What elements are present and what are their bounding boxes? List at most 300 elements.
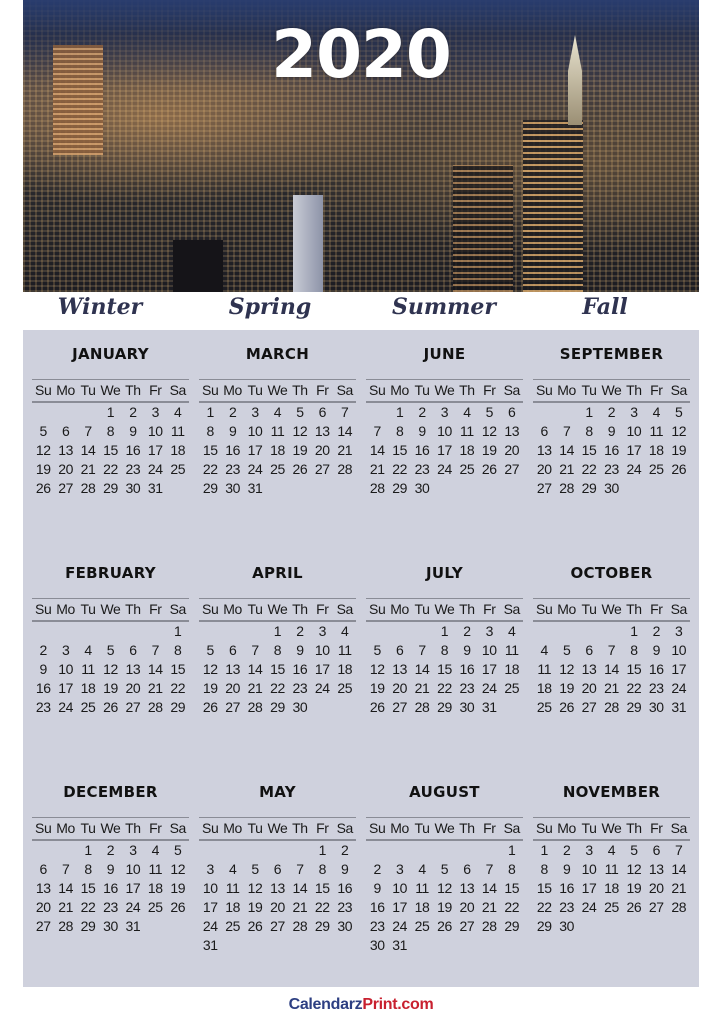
day-cell: 29 (270, 699, 285, 715)
empty-day-cell (266, 479, 288, 498)
day-cell: 4 (652, 404, 661, 420)
building-shape (453, 165, 513, 292)
day-cell: 21 (481, 899, 497, 915)
day-cell: 17 (58, 680, 74, 696)
day-cell: 11 (81, 661, 95, 677)
week-row (533, 679, 690, 698)
week-row (32, 622, 189, 641)
empty-day-cell (289, 936, 311, 955)
day-cell: 28 (247, 699, 263, 715)
day-cell: 20 (225, 680, 241, 696)
day-cell: 31 (392, 937, 408, 953)
day-cell: 1 (174, 623, 182, 639)
day-cell: 14 (671, 861, 687, 877)
day-cell: 2 (562, 842, 571, 858)
month-april (199, 561, 356, 717)
day-cell: 25 (604, 899, 619, 915)
day-cell: 3 (251, 404, 259, 420)
day-cell: 3 (395, 861, 404, 877)
weekday-label: Fr (650, 382, 663, 398)
week-row (199, 679, 356, 698)
week-row (32, 841, 189, 860)
empty-day-cell (167, 917, 189, 936)
day-cell: 8 (273, 642, 282, 658)
day-cell: 10 (58, 661, 74, 677)
day-cell: 29 (103, 480, 118, 496)
day-cell: 16 (337, 880, 353, 896)
week-row (366, 403, 523, 422)
day-cell: 4 (151, 842, 160, 858)
day-cell: 23 (559, 899, 575, 915)
day-cell: 21 (337, 442, 353, 458)
day-cell: 8 (540, 861, 548, 877)
day-cell: 23 (103, 899, 118, 915)
day-cell: 12 (103, 661, 118, 677)
brand-part-1: Calendarz (288, 996, 363, 1013)
day-cell: 5 (39, 423, 47, 439)
week-row (199, 460, 356, 479)
weekday-label: We (434, 601, 455, 617)
day-cell: 19 (437, 899, 452, 915)
weekday-label: Sa (336, 382, 353, 398)
day-cell: 6 (540, 423, 548, 439)
day-cell: 11 (415, 880, 429, 896)
day-cell: 17 (202, 899, 218, 915)
day-cell: 30 (604, 480, 619, 496)
weekday-label: Su (202, 601, 219, 617)
day-cell: 11 (649, 423, 664, 439)
day-cell: 2 (341, 842, 349, 858)
day-cell: 14 (369, 442, 385, 458)
day-cell: 24 (125, 899, 141, 915)
weekday-label: Th (626, 601, 642, 617)
empty-day-cell (221, 936, 243, 955)
week-row (366, 679, 523, 698)
month-title: SEPTEMBER (559, 345, 664, 363)
day-cell: 2 (607, 404, 616, 420)
day-cell: 19 (481, 442, 497, 458)
weekday-label: Mo (56, 820, 75, 836)
day-cell: 27 (314, 461, 330, 477)
day-cell: 26 (35, 480, 51, 496)
month-august (366, 780, 523, 955)
day-cell: 25 (648, 461, 664, 477)
empty-day-cell (533, 403, 555, 422)
empty-day-cell (411, 841, 433, 860)
week-row (533, 660, 690, 679)
day-cell: 17 (626, 442, 642, 458)
weekday-label: Th (626, 820, 642, 836)
day-cell: 7 (607, 642, 616, 658)
month-title: AUGUST (409, 783, 480, 801)
empty-day-cell (54, 841, 76, 860)
day-cell: 1 (84, 842, 92, 858)
day-cell: 12 (671, 423, 687, 439)
empty-day-cell (334, 479, 356, 498)
empty-day-cell (77, 403, 99, 422)
day-cell: 26 (292, 461, 308, 477)
weekday-label: Mo (557, 820, 576, 836)
week-row (533, 860, 690, 879)
empty-day-cell (578, 622, 600, 641)
day-cell: 14 (80, 442, 96, 458)
day-cell: 4 (341, 623, 349, 639)
day-cell: 10 (247, 423, 263, 439)
month-june (366, 342, 523, 498)
day-cell: 29 (626, 699, 642, 715)
day-cell: 15 (103, 442, 118, 458)
day-cell: 31 (481, 699, 497, 715)
day-cell: 29 (80, 918, 96, 934)
day-cell: 3 (61, 642, 70, 658)
day-cell: 16 (292, 661, 308, 677)
day-cell: 25 (270, 461, 285, 477)
day-cell: 8 (174, 642, 182, 658)
weekday-label: Th (626, 382, 642, 398)
day-cell: 21 (559, 461, 575, 477)
day-cell: 13 (225, 661, 241, 677)
week-row (366, 441, 523, 460)
day-cell: 9 (562, 861, 571, 877)
weekday-label: Th (292, 601, 308, 617)
day-cell: 15 (504, 880, 520, 896)
weekday-label: Sa (503, 382, 520, 398)
day-cell: 19 (559, 680, 575, 696)
day-cell: 3 (585, 842, 593, 858)
day-cell: 15 (437, 661, 452, 677)
weekday-label: Sa (670, 820, 687, 836)
weekday-label: Th (125, 820, 141, 836)
week-row (199, 936, 356, 955)
empty-day-cell (334, 698, 356, 717)
building-shape (523, 120, 583, 292)
day-cell: 10 (202, 880, 218, 896)
day-cell: 5 (440, 861, 449, 877)
empty-day-cell (478, 936, 500, 955)
day-cell: 28 (147, 699, 163, 715)
day-cell: 21 (80, 461, 96, 477)
day-cell: 28 (369, 480, 385, 496)
empty-day-cell (366, 841, 388, 860)
weekday-label: Sa (336, 820, 353, 836)
day-cell: 28 (292, 918, 308, 934)
day-cell: 2 (39, 642, 47, 658)
empty-day-cell (54, 622, 76, 641)
week-row (32, 422, 189, 441)
day-cell: 19 (103, 680, 118, 696)
footer-brand[interactable] (0, 996, 722, 1014)
day-cell: 7 (251, 642, 259, 658)
empty-day-cell (668, 479, 690, 498)
day-cell: 26 (170, 899, 186, 915)
day-cell: 15 (314, 880, 330, 896)
seasons-row (23, 292, 699, 330)
empty-day-cell (388, 841, 410, 860)
day-cell: 9 (296, 642, 304, 658)
day-cell: 12 (437, 880, 452, 896)
day-cell: 16 (559, 880, 575, 896)
week-row (366, 936, 523, 955)
day-cell: 23 (648, 680, 664, 696)
empty-day-cell (311, 698, 333, 717)
weekday-label: We (100, 820, 121, 836)
day-cell: 6 (273, 861, 282, 877)
day-cell: 21 (671, 880, 687, 896)
day-cell: 21 (414, 680, 430, 696)
weekday-label: Mo (223, 820, 242, 836)
day-cell: 27 (536, 480, 552, 496)
day-cell: 4 (273, 404, 282, 420)
day-cell: 10 (626, 423, 642, 439)
day-cell: 10 (437, 423, 452, 439)
day-cell: 14 (58, 880, 74, 896)
week-row (366, 641, 523, 660)
weekday-label: Su (536, 601, 553, 617)
day-cell: 1 (508, 842, 516, 858)
weekday-label: Sa (670, 601, 687, 617)
day-cell: 1 (206, 404, 214, 420)
day-cell: 23 (292, 680, 308, 696)
day-cell: 7 (418, 642, 426, 658)
weekday-label: Fr (316, 601, 329, 617)
day-cell: 28 (559, 480, 575, 496)
day-cell: 20 (648, 880, 664, 896)
day-cell: 6 (39, 861, 47, 877)
empty-day-cell (623, 917, 645, 936)
day-cell: 3 (318, 623, 327, 639)
weekday-label: Th (125, 601, 141, 617)
empty-day-cell (221, 622, 243, 641)
day-cell: 25 (225, 918, 241, 934)
day-cell: 22 (626, 680, 642, 696)
empty-day-cell (311, 936, 333, 955)
weekday-label: Su (202, 382, 219, 398)
day-cell: 18 (414, 899, 430, 915)
week-row (366, 660, 523, 679)
weekday-label: Tu (247, 820, 263, 836)
week-row (366, 460, 523, 479)
month-december (32, 780, 189, 936)
day-cell: 29 (536, 918, 552, 934)
week-row (533, 698, 690, 717)
empty-day-cell (366, 403, 388, 422)
day-cell: 31 (147, 480, 163, 496)
week-row (32, 660, 189, 679)
weekday-label: Tu (80, 382, 96, 398)
day-cell: 30 (559, 918, 575, 934)
weekday-label: Fr (650, 820, 663, 836)
empty-day-cell (266, 936, 288, 955)
year-title: 2020 (271, 16, 451, 93)
day-cell: 4 (418, 861, 426, 877)
weekday-header-row (199, 380, 356, 403)
empty-day-cell (388, 622, 410, 641)
day-cell: 10 (481, 642, 497, 658)
day-cell: 10 (392, 880, 408, 896)
day-cell: 4 (228, 861, 237, 877)
day-cell: 16 (648, 661, 664, 677)
week-row (32, 679, 189, 698)
day-cell: 19 (247, 899, 263, 915)
day-cell: 14 (604, 661, 619, 677)
month-october (533, 561, 690, 717)
weekday-label: Th (459, 382, 475, 398)
week-row (32, 898, 189, 917)
day-cell: 6 (585, 642, 593, 658)
day-cell: 27 (225, 699, 241, 715)
day-cell: 19 (202, 680, 218, 696)
day-cell: 31 (125, 918, 141, 934)
day-cell: 14 (292, 880, 308, 896)
empty-day-cell (533, 622, 555, 641)
day-cell: 30 (459, 699, 475, 715)
day-cell: 11 (170, 423, 185, 439)
weekday-label: Tu (581, 820, 597, 836)
month-title: MARCH (245, 345, 310, 363)
day-cell: 27 (459, 918, 475, 934)
weekday-label: Fr (316, 820, 329, 836)
day-cell: 5 (675, 404, 683, 420)
week-row (199, 917, 356, 936)
week-row (533, 841, 690, 860)
empty-day-cell (32, 403, 54, 422)
day-cell: 30 (125, 480, 141, 496)
day-cell: 20 (35, 899, 51, 915)
day-cell: 20 (459, 899, 475, 915)
day-cell: 2 (228, 404, 237, 420)
week-row (199, 441, 356, 460)
day-cell: 5 (296, 404, 304, 420)
day-cell: 14 (247, 661, 263, 677)
day-cell: 7 (151, 642, 160, 658)
day-cell: 30 (648, 699, 664, 715)
weekday-label: Fr (483, 601, 496, 617)
week-row (533, 460, 690, 479)
empty-day-cell (289, 841, 311, 860)
week-row (199, 403, 356, 422)
day-cell: 12 (202, 661, 218, 677)
empty-day-cell (600, 622, 622, 641)
day-cell: 18 (337, 661, 353, 677)
day-cell: 17 (581, 880, 597, 896)
week-row (366, 622, 523, 641)
day-cell: 21 (147, 680, 163, 696)
city-night-photo (23, 0, 699, 292)
building-shape (173, 240, 223, 292)
weekday-label: Th (125, 382, 141, 398)
day-cell: 4 (607, 842, 616, 858)
day-cell: 23 (604, 461, 619, 477)
day-cell: 20 (270, 899, 285, 915)
day-cell: 1 (106, 404, 115, 420)
week-row (199, 622, 356, 641)
day-cell: 15 (581, 442, 597, 458)
weekday-label: We (601, 382, 622, 398)
week-row (199, 479, 356, 498)
weekday-label: Sa (503, 601, 520, 617)
day-cell: 22 (270, 680, 285, 696)
weekday-label: Sa (169, 382, 186, 398)
day-cell: 12 (170, 861, 186, 877)
day-cell: 9 (418, 423, 426, 439)
day-cell: 18 (504, 661, 520, 677)
weekday-header-row (32, 599, 189, 622)
day-cell: 13 (35, 880, 51, 896)
day-cell: 22 (581, 461, 597, 477)
empty-day-cell (411, 936, 433, 955)
weekday-label: Mo (223, 601, 242, 617)
day-cell: 13 (504, 423, 520, 439)
empty-day-cell (122, 622, 144, 641)
day-cell: 26 (481, 461, 497, 477)
week-row (199, 841, 356, 860)
weekday-label: Tu (80, 601, 96, 617)
weekday-label: We (267, 820, 288, 836)
day-cell: 1 (440, 623, 449, 639)
day-cell: 8 (84, 861, 92, 877)
day-cell: 29 (314, 918, 330, 934)
month-july (366, 561, 523, 717)
weekday-label: Th (292, 382, 308, 398)
day-cell: 22 (536, 899, 552, 915)
day-cell: 13 (270, 880, 285, 896)
day-cell: 11 (504, 642, 519, 658)
empty-day-cell (167, 479, 189, 498)
weekday-label: We (434, 820, 455, 836)
empty-day-cell (221, 841, 243, 860)
day-cell: 6 (228, 642, 237, 658)
day-cell: 28 (80, 480, 96, 496)
day-cell: 17 (437, 442, 452, 458)
weekday-label: Fr (149, 820, 162, 836)
day-cell: 25 (170, 461, 186, 477)
day-cell: 4 (508, 623, 516, 639)
day-cell: 7 (341, 404, 349, 420)
day-cell: 26 (247, 918, 263, 934)
day-cell: 6 (652, 842, 661, 858)
day-cell: 16 (414, 442, 430, 458)
day-cell: 15 (170, 661, 186, 677)
day-cell: 16 (459, 661, 475, 677)
day-cell: 20 (581, 680, 597, 696)
empty-day-cell (144, 622, 166, 641)
day-cell: 29 (392, 480, 408, 496)
day-cell: 3 (485, 623, 494, 639)
day-cell: 22 (392, 461, 408, 477)
day-cell: 29 (581, 480, 597, 496)
day-cell: 30 (414, 480, 430, 496)
week-row (366, 698, 523, 717)
weekday-label: Tu (247, 382, 263, 398)
calendar-panel (23, 330, 699, 987)
weekday-header-row (533, 380, 690, 403)
day-cell: 21 (604, 680, 619, 696)
weekday-label: We (267, 382, 288, 398)
week-row (533, 879, 690, 898)
day-cell: 25 (147, 899, 163, 915)
day-cell: 29 (437, 699, 452, 715)
week-row (199, 660, 356, 679)
day-cell: 2 (463, 623, 471, 639)
day-cell: 27 (581, 699, 597, 715)
day-cell: 12 (626, 861, 642, 877)
day-cell: 21 (247, 680, 263, 696)
day-cell: 22 (170, 680, 186, 696)
day-cell: 8 (508, 861, 516, 877)
empty-day-cell (244, 622, 266, 641)
day-cell: 9 (463, 642, 471, 658)
empty-day-cell (578, 917, 600, 936)
